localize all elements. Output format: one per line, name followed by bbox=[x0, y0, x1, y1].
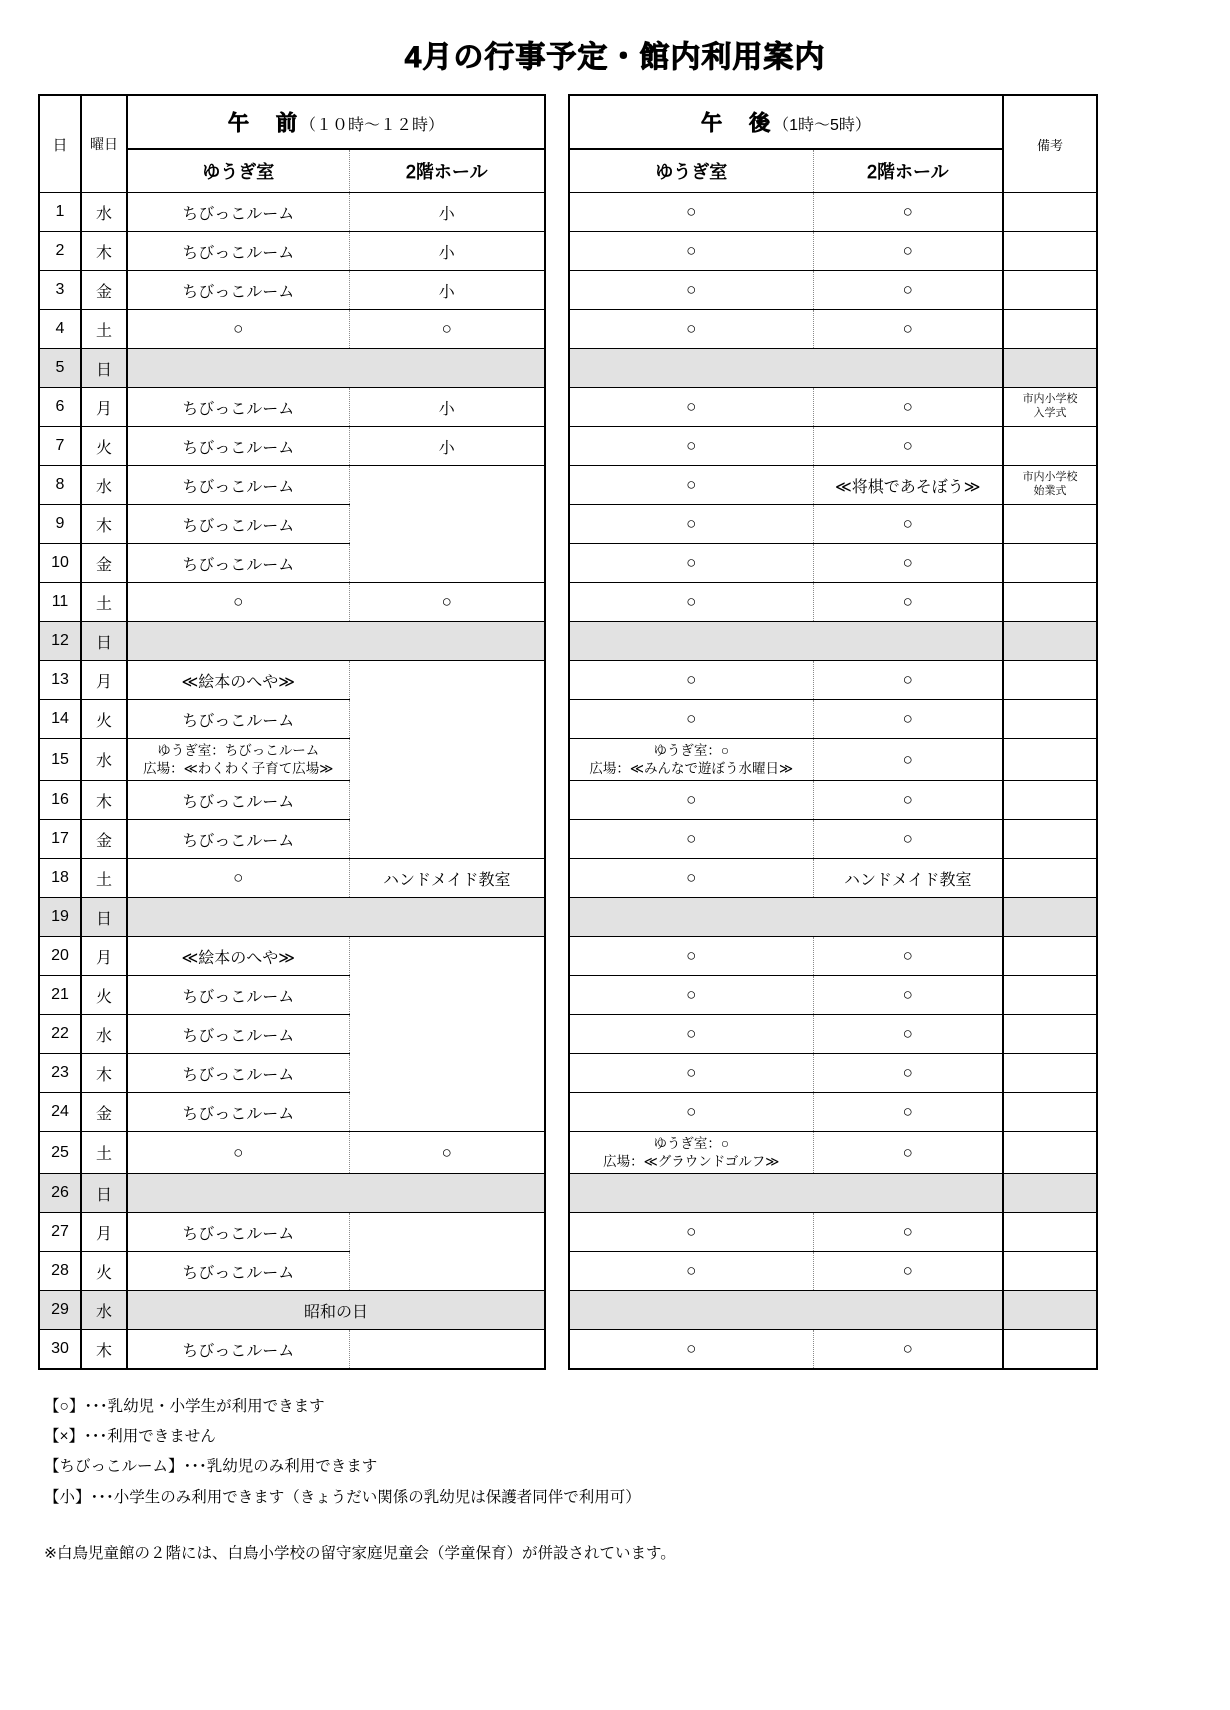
table-row bbox=[39, 1213, 545, 1252]
remarks-cell bbox=[1003, 781, 1097, 820]
afternoon-hall-cell: ○ bbox=[813, 427, 1003, 466]
day-number-cell: 10 bbox=[39, 544, 81, 583]
header-day: 日 bbox=[39, 95, 81, 193]
morning-yugi-cell: ちびっこルーム bbox=[127, 1054, 349, 1093]
day-number-cell: 14 bbox=[39, 700, 81, 739]
afternoon-closed-cell bbox=[569, 622, 1003, 661]
morning-yugi-cell: ちびっこルーム bbox=[127, 976, 349, 1015]
closed-cell bbox=[127, 349, 545, 388]
morning-hall-cell: 小 bbox=[349, 427, 545, 466]
day-of-week-cell: 木 bbox=[81, 781, 127, 820]
day-of-week-cell: 火 bbox=[81, 1252, 127, 1291]
day-of-week-cell: 月 bbox=[81, 388, 127, 427]
afternoon-yugi-cell: ○ bbox=[569, 388, 813, 427]
afternoon-yugi-cell: ○ bbox=[569, 271, 813, 310]
table-row bbox=[39, 661, 545, 700]
table-row bbox=[569, 661, 1097, 700]
remarks-cell bbox=[1003, 583, 1097, 622]
morning-yugi-cell: ちびっこルーム bbox=[127, 781, 349, 820]
table-row bbox=[569, 1174, 1097, 1213]
afternoon-table-head bbox=[569, 95, 1097, 193]
day-of-week-cell: 日 bbox=[81, 349, 127, 388]
day-number-cell: 3 bbox=[39, 271, 81, 310]
morning-schedule-table bbox=[38, 94, 546, 1370]
day-of-week-cell: 金 bbox=[81, 271, 127, 310]
table-row bbox=[569, 1132, 1097, 1174]
table-row bbox=[39, 466, 545, 505]
table-row bbox=[569, 1093, 1097, 1132]
morning-hall-cell: 小 bbox=[349, 232, 545, 271]
day-of-week-cell: 日 bbox=[81, 622, 127, 661]
day-number-cell: 30 bbox=[39, 1330, 81, 1370]
closed-cell bbox=[127, 898, 545, 937]
afternoon-hall-cell: ○ bbox=[813, 700, 1003, 739]
afternoon-hall-cell: ハンドメイド教室 bbox=[813, 859, 1003, 898]
closed-cell bbox=[127, 1174, 545, 1213]
day-number-cell: 4 bbox=[39, 310, 81, 349]
afternoon-hall-cell: ○ bbox=[813, 310, 1003, 349]
table-row bbox=[569, 1252, 1097, 1291]
day-number-cell: 8 bbox=[39, 466, 81, 505]
afternoon-hall-cell: ○ bbox=[813, 820, 1003, 859]
morning-yugi-cell: ちびっこルーム bbox=[127, 193, 349, 232]
afternoon-hall-cell: ○ bbox=[813, 976, 1003, 1015]
closed-cell bbox=[127, 622, 545, 661]
afternoon-hall-cell: ○ bbox=[813, 544, 1003, 583]
table-row bbox=[569, 976, 1097, 1015]
table-row bbox=[39, 271, 545, 310]
day-of-week-cell: 金 bbox=[81, 1093, 127, 1132]
afternoon-yugi-cell: ○ bbox=[569, 661, 813, 700]
afternoon-yugi-cell: ○ bbox=[569, 1330, 813, 1370]
morning-header-top-row bbox=[39, 95, 545, 149]
day-number-cell: 21 bbox=[39, 976, 81, 1015]
remarks-cell bbox=[1003, 310, 1097, 349]
header-afternoon-title: 午 後 bbox=[701, 112, 774, 135]
day-of-week-cell: 火 bbox=[81, 976, 127, 1015]
remarks-cell bbox=[1003, 937, 1097, 976]
morning-yugi-cell: ちびっこルーム bbox=[127, 388, 349, 427]
header-morning-yugi: ゆうぎ室 bbox=[127, 149, 349, 193]
day-number-cell: 29 bbox=[39, 1291, 81, 1330]
morning-hall-cell: ハンドメイド教室 bbox=[349, 859, 545, 898]
afternoon-yugi-cell: ○ bbox=[569, 976, 813, 1015]
remarks-cell bbox=[1003, 193, 1097, 232]
remarks-cell bbox=[1003, 859, 1097, 898]
day-number-cell: 9 bbox=[39, 505, 81, 544]
remarks-cell bbox=[1003, 739, 1097, 781]
table-row bbox=[39, 310, 545, 349]
afternoon-schedule-table bbox=[568, 94, 1098, 1370]
morning-yugi-cell: ちびっこルーム bbox=[127, 466, 349, 505]
morning-hall-cell bbox=[349, 661, 545, 859]
morning-hall-cell: ○ bbox=[349, 583, 545, 622]
table-row bbox=[569, 898, 1097, 937]
afternoon-hall-cell: ○ bbox=[813, 232, 1003, 271]
morning-yugi-cell: ○ bbox=[127, 310, 349, 349]
day-of-week-cell: 土 bbox=[81, 583, 127, 622]
table-row bbox=[569, 739, 1097, 781]
day-of-week-cell: 土 bbox=[81, 310, 127, 349]
table-row bbox=[569, 427, 1097, 466]
morning-yugi-cell: ちびっこルーム bbox=[127, 820, 349, 859]
afternoon-hall-cell: ≪将棋であそぼう≫ bbox=[813, 466, 1003, 505]
day-of-week-cell: 木 bbox=[81, 1054, 127, 1093]
table-row bbox=[39, 937, 545, 976]
header-afternoon-title-cell bbox=[569, 95, 1003, 149]
table-row bbox=[39, 232, 545, 271]
morning-yugi-cell: ○ bbox=[127, 583, 349, 622]
afternoon-hall-cell: ○ bbox=[813, 661, 1003, 700]
remarks-cell bbox=[1003, 232, 1097, 271]
morning-yugi-cell: ○ bbox=[127, 1132, 349, 1174]
remarks-cell bbox=[1003, 427, 1097, 466]
morning-hall-cell: ○ bbox=[349, 1132, 545, 1174]
day-number-cell: 16 bbox=[39, 781, 81, 820]
afternoon-hall-cell: ○ bbox=[813, 739, 1003, 781]
table-row bbox=[569, 1291, 1097, 1330]
day-number-cell: 7 bbox=[39, 427, 81, 466]
morning-yugi-cell: ちびっこルーム bbox=[127, 1213, 349, 1252]
morning-hall-cell: 小 bbox=[349, 388, 545, 427]
header-morning-hours: （１０時～１２時） bbox=[300, 117, 445, 134]
afternoon-yugi-cell: ○ bbox=[569, 937, 813, 976]
day-number-cell: 26 bbox=[39, 1174, 81, 1213]
day-of-week-cell: 木 bbox=[81, 232, 127, 271]
day-number-cell: 15 bbox=[39, 739, 81, 781]
table-row bbox=[569, 781, 1097, 820]
table-row bbox=[569, 820, 1097, 859]
morning-yugi-cell: ≪絵本のへや≫ bbox=[127, 661, 349, 700]
day-of-week-cell: 月 bbox=[81, 1213, 127, 1252]
header-morning-hall: 2階ホール bbox=[349, 149, 545, 193]
day-number-cell: 24 bbox=[39, 1093, 81, 1132]
afternoon-yugi-cell: ○ bbox=[569, 781, 813, 820]
morning-hall-cell bbox=[349, 937, 545, 1132]
morning-yugi-cell: ゆうぎ室：ちびっこルーム 広場：≪わくわく子育て広場≫ bbox=[127, 739, 349, 781]
day-number-cell: 13 bbox=[39, 661, 81, 700]
afternoon-hall-cell: ○ bbox=[813, 1330, 1003, 1370]
afternoon-yugi-cell: ○ bbox=[569, 1213, 813, 1252]
afternoon-closed-cell bbox=[569, 1291, 1003, 1330]
day-number-cell: 12 bbox=[39, 622, 81, 661]
afternoon-yugi-cell: ○ bbox=[569, 700, 813, 739]
remarks-cell bbox=[1003, 1291, 1097, 1330]
afternoon-yugi-cell: ○ bbox=[569, 466, 813, 505]
remarks-cell bbox=[1003, 271, 1097, 310]
afternoon-yugi-cell: ○ bbox=[569, 1015, 813, 1054]
table-row bbox=[569, 544, 1097, 583]
table-row bbox=[569, 1213, 1097, 1252]
header-dow: 曜日 bbox=[81, 95, 127, 193]
afternoon-hall-cell: ○ bbox=[813, 1015, 1003, 1054]
morning-hall-cell bbox=[349, 1330, 545, 1370]
table-row bbox=[569, 1330, 1097, 1370]
afternoon-yugi-cell: ○ bbox=[569, 1054, 813, 1093]
table-row bbox=[569, 622, 1097, 661]
day-of-week-cell: 火 bbox=[81, 700, 127, 739]
table-row bbox=[39, 1291, 545, 1330]
afternoon-yugi-cell: ○ bbox=[569, 583, 813, 622]
afternoon-yugi-cell: ○ bbox=[569, 427, 813, 466]
schedule-tables bbox=[0, 94, 1230, 1370]
table-row bbox=[569, 388, 1097, 427]
page-title: 4月の行事予定・館内利用案内 bbox=[404, 41, 826, 74]
afternoon-hall-cell: ○ bbox=[813, 1132, 1003, 1174]
day-number-cell: 20 bbox=[39, 937, 81, 976]
remarks-cell bbox=[1003, 820, 1097, 859]
remarks-cell bbox=[1003, 898, 1097, 937]
afternoon-closed-cell bbox=[569, 349, 1003, 388]
afternoon-table-body bbox=[569, 193, 1097, 1370]
table-row bbox=[39, 193, 545, 232]
header-remarks: 備考 bbox=[1003, 95, 1097, 193]
table-row bbox=[569, 700, 1097, 739]
afternoon-hall-cell: ○ bbox=[813, 271, 1003, 310]
day-number-cell: 6 bbox=[39, 388, 81, 427]
afternoon-hall-cell: ○ bbox=[813, 1213, 1003, 1252]
day-number-cell: 18 bbox=[39, 859, 81, 898]
day-number-cell: 22 bbox=[39, 1015, 81, 1054]
morning-yugi-cell: ≪絵本のへや≫ bbox=[127, 937, 349, 976]
day-number-cell: 19 bbox=[39, 898, 81, 937]
morning-hall-cell: 小 bbox=[349, 271, 545, 310]
table-row bbox=[39, 1132, 545, 1174]
morning-yugi-cell: ちびっこルーム bbox=[127, 427, 349, 466]
remarks-cell bbox=[1003, 349, 1097, 388]
remarks-cell bbox=[1003, 1093, 1097, 1132]
legend-item: 【ちびっこルーム】･･･乳幼児のみ利用できます bbox=[44, 1458, 378, 1476]
remarks-cell: 市内小学校 始業式 bbox=[1003, 466, 1097, 505]
remarks-cell bbox=[1003, 1015, 1097, 1054]
day-number-cell: 28 bbox=[39, 1252, 81, 1291]
table-row bbox=[39, 622, 545, 661]
day-number-cell: 1 bbox=[39, 193, 81, 232]
remarks-cell bbox=[1003, 661, 1097, 700]
day-of-week-cell: 木 bbox=[81, 1330, 127, 1370]
afternoon-closed-cell bbox=[569, 898, 1003, 937]
table-row bbox=[39, 898, 545, 937]
afternoon-hall-cell: ○ bbox=[813, 193, 1003, 232]
remarks-cell bbox=[1003, 544, 1097, 583]
footnote: ※白鳥児童館の２階には、白鳥小学校の留守家庭児童会（学童保育）が併設されています。 bbox=[44, 1544, 676, 1562]
morning-yugi-cell: ちびっこルーム bbox=[127, 232, 349, 271]
afternoon-hall-cell: ○ bbox=[813, 781, 1003, 820]
remarks-cell bbox=[1003, 622, 1097, 661]
table-row bbox=[569, 349, 1097, 388]
day-of-week-cell: 土 bbox=[81, 1132, 127, 1174]
day-of-week-cell: 月 bbox=[81, 937, 127, 976]
remarks-cell bbox=[1003, 1174, 1097, 1213]
remarks-cell bbox=[1003, 505, 1097, 544]
morning-table-body bbox=[39, 193, 545, 1370]
day-number-cell: 25 bbox=[39, 1132, 81, 1174]
morning-hall-cell: ○ bbox=[349, 310, 545, 349]
legend-block bbox=[0, 1370, 1230, 1569]
day-of-week-cell: 日 bbox=[81, 1174, 127, 1213]
afternoon-hall-cell: ○ bbox=[813, 388, 1003, 427]
morning-yugi-cell: ちびっこルーム bbox=[127, 700, 349, 739]
table-row bbox=[569, 271, 1097, 310]
day-of-week-cell: 水 bbox=[81, 1291, 127, 1330]
table-row bbox=[569, 1015, 1097, 1054]
header-afternoon-yugi: ゆうぎ室 bbox=[569, 149, 813, 193]
morning-yugi-cell: ちびっこルーム bbox=[127, 1015, 349, 1054]
holiday-label-cell: 昭和の日 bbox=[127, 1291, 545, 1330]
table-row bbox=[569, 505, 1097, 544]
remarks-cell bbox=[1003, 976, 1097, 1015]
table-row bbox=[569, 232, 1097, 271]
legend-item: 【小】･･･小学生のみ利用できます（きょうだい関係の乳幼児は保護者同伴で利用可） bbox=[44, 1488, 641, 1506]
header-afternoon-hall: 2階ホール bbox=[813, 149, 1003, 193]
day-of-week-cell: 月 bbox=[81, 661, 127, 700]
day-number-cell: 5 bbox=[39, 349, 81, 388]
table-row bbox=[569, 937, 1097, 976]
day-number-cell: 11 bbox=[39, 583, 81, 622]
afternoon-yugi-cell: ○ bbox=[569, 859, 813, 898]
table-row bbox=[39, 1330, 545, 1370]
day-of-week-cell: 日 bbox=[81, 898, 127, 937]
day-number-cell: 27 bbox=[39, 1213, 81, 1252]
morning-yugi-cell: ちびっこルーム bbox=[127, 505, 349, 544]
morning-yugi-cell: ちびっこルーム bbox=[127, 1093, 349, 1132]
remarks-cell bbox=[1003, 1132, 1097, 1174]
remarks-cell bbox=[1003, 1054, 1097, 1093]
morning-hall-cell: 小 bbox=[349, 193, 545, 232]
afternoon-yugi-cell: ○ bbox=[569, 1093, 813, 1132]
table-row bbox=[39, 583, 545, 622]
afternoon-yugi-cell: ○ bbox=[569, 232, 813, 271]
afternoon-hall-cell: ○ bbox=[813, 1093, 1003, 1132]
day-number-cell: 17 bbox=[39, 820, 81, 859]
table-row bbox=[39, 349, 545, 388]
day-number-cell: 23 bbox=[39, 1054, 81, 1093]
legend-item: 【×】･･･利用できません bbox=[44, 1428, 216, 1446]
day-of-week-cell: 金 bbox=[81, 544, 127, 583]
table-row bbox=[569, 859, 1097, 898]
afternoon-closed-cell bbox=[569, 1174, 1003, 1213]
morning-yugi-cell: ちびっこルーム bbox=[127, 271, 349, 310]
afternoon-yugi-cell: ○ bbox=[569, 820, 813, 859]
remarks-cell bbox=[1003, 1252, 1097, 1291]
table-row bbox=[569, 583, 1097, 622]
morning-yugi-cell: ちびっこルーム bbox=[127, 1252, 349, 1291]
day-of-week-cell: 水 bbox=[81, 466, 127, 505]
afternoon-hall-cell: ○ bbox=[813, 937, 1003, 976]
afternoon-yugi-cell: ○ bbox=[569, 544, 813, 583]
remarks-cell bbox=[1003, 700, 1097, 739]
afternoon-yugi-cell: ○ bbox=[569, 1252, 813, 1291]
afternoon-yugi-cell: ○ bbox=[569, 505, 813, 544]
afternoon-hall-cell: ○ bbox=[813, 583, 1003, 622]
morning-table-head bbox=[39, 95, 545, 193]
day-of-week-cell: 水 bbox=[81, 739, 127, 781]
day-of-week-cell: 水 bbox=[81, 193, 127, 232]
header-morning-title-cell bbox=[127, 95, 545, 149]
morning-yugi-cell: ○ bbox=[127, 859, 349, 898]
afternoon-yugi-cell: ゆうぎ室：○ 広場：≪グラウンドゴルフ≫ bbox=[569, 1132, 813, 1174]
afternoon-yugi-cell: ゆうぎ室：○ 広場：≪みんなで遊ぼう水曜日≫ bbox=[569, 739, 813, 781]
day-number-cell: 2 bbox=[39, 232, 81, 271]
morning-yugi-cell: ちびっこルーム bbox=[127, 544, 349, 583]
remarks-cell: 市内小学校 入学式 bbox=[1003, 388, 1097, 427]
legend-item: 【○】･･･乳幼児・小学生が利用できます bbox=[44, 1398, 325, 1415]
table-row bbox=[39, 427, 545, 466]
table-row bbox=[569, 1054, 1097, 1093]
morning-hall-cell bbox=[349, 1213, 545, 1291]
table-row bbox=[39, 859, 545, 898]
afternoon-hall-cell: ○ bbox=[813, 505, 1003, 544]
afternoon-hall-cell: ○ bbox=[813, 1054, 1003, 1093]
afternoon-header-top-row bbox=[569, 95, 1097, 149]
day-of-week-cell: 火 bbox=[81, 427, 127, 466]
afternoon-yugi-cell: ○ bbox=[569, 193, 813, 232]
day-of-week-cell: 金 bbox=[81, 820, 127, 859]
remarks-cell bbox=[1003, 1330, 1097, 1370]
morning-yugi-cell: ちびっこルーム bbox=[127, 1330, 349, 1370]
morning-hall-cell bbox=[349, 466, 545, 583]
table-row bbox=[39, 1174, 545, 1213]
table-row bbox=[39, 388, 545, 427]
table-row bbox=[569, 310, 1097, 349]
header-afternoon-hours: （1時～5時） bbox=[773, 117, 871, 134]
afternoon-hall-cell: ○ bbox=[813, 1252, 1003, 1291]
afternoon-yugi-cell: ○ bbox=[569, 310, 813, 349]
table-row bbox=[569, 466, 1097, 505]
table-row bbox=[569, 193, 1097, 232]
day-of-week-cell: 水 bbox=[81, 1015, 127, 1054]
day-of-week-cell: 土 bbox=[81, 859, 127, 898]
day-of-week-cell: 木 bbox=[81, 505, 127, 544]
remarks-cell bbox=[1003, 1213, 1097, 1252]
header-morning-title: 午 前 bbox=[228, 112, 300, 135]
